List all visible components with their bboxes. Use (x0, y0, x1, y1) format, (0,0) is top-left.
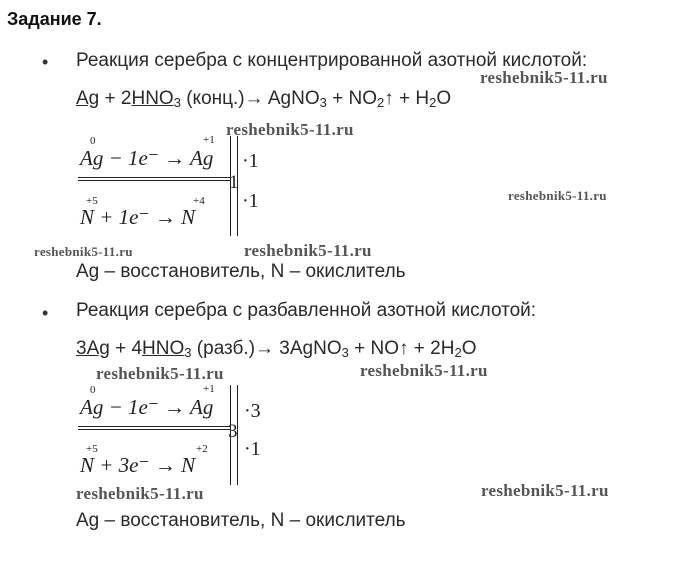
eq1-plus1: + 2 (104, 88, 132, 109)
bal2-divider-1 (78, 426, 230, 427)
watermark: reshebnik5-11.ru (226, 120, 354, 139)
watermark: reshebnik5-11.ru (96, 364, 224, 383)
eq1-reactant-ag: Ag (76, 88, 100, 109)
bullet-2: • (42, 303, 49, 323)
section-1-conclusion: Ag – восстановитель, N – окислитель (76, 261, 406, 282)
bal1-red-right: +4 (193, 195, 205, 207)
bal2-mult1: ·3 (244, 400, 261, 422)
eq2-hno3-sub: 3 (184, 345, 192, 360)
watermark: reshebnik5-11.ru (76, 484, 204, 503)
bal1-oxidation: Ag − 1e⁻ → Ag (80, 146, 214, 170)
bal1-mult1: ·1 (242, 150, 259, 172)
equation-1 (76, 88, 451, 110)
eq2-h2o-end: O (461, 338, 477, 359)
page-title: Задание 7. (7, 9, 102, 29)
eq2-hno: HNO (142, 338, 185, 359)
eq1-h2o-sub: 2 (429, 95, 437, 110)
eq1-h2o-end: O (436, 88, 452, 109)
bal1-divider-1 (78, 177, 230, 178)
bal2-oxidation: Ag − 1e⁻ → Ag (80, 395, 214, 419)
bal1-mult2: ·1 (242, 190, 259, 212)
bal2-ox-right: +1 (203, 383, 215, 395)
eq1-hno3-sub: 3 (173, 95, 181, 110)
bal1-lcm: 1 (229, 172, 239, 193)
eq2-condition: (разб.)→ 3AgNO (196, 338, 342, 359)
section-1-heading: Реакция серебра с концентрированной азотной кислотой: (76, 50, 588, 71)
watermark: reshebnik5-11.ru (480, 68, 608, 87)
eq1-agno3-sub: 3 (319, 95, 327, 110)
bal2-divider-2 (78, 429, 230, 430)
bal1-divider-2 (78, 180, 230, 181)
bal1-ox-left: 0 (90, 135, 96, 147)
equation-2 (76, 338, 476, 360)
eq1-hno: HNO (131, 88, 174, 109)
bal1-ox-right: +1 (203, 134, 215, 146)
eq1-plus2: + NO (332, 88, 377, 109)
watermark: reshebnik5-11.ru (244, 241, 372, 260)
bal2-red-left: +5 (86, 443, 98, 455)
watermark: reshebnik5-11.ru (34, 244, 133, 259)
eq1-condition: (конц.)→ AgNO (186, 88, 320, 109)
bal2-mult2: ·1 (244, 438, 261, 460)
watermark: reshebnik5-11.ru (481, 481, 609, 500)
eq2-reactant-ag: 3Ag (76, 338, 110, 359)
bal2-ox-left: 0 (90, 384, 96, 396)
bal1-red-left: +5 (86, 195, 98, 207)
eq2-plus1: + 4 (115, 338, 143, 359)
bal2-red-right: +2 (196, 443, 208, 455)
eq1-reactant-hno3 (131, 88, 180, 109)
bal2-reduction: N + 3e⁻ → N (80, 453, 196, 477)
eq1-no2-sub: 2 (377, 95, 385, 110)
bal1-reduction: N + 1e⁻ → N (80, 205, 196, 229)
watermark: reshebnik5-11.ru (508, 188, 607, 203)
eq2-agno3-sub: 3 (341, 345, 349, 360)
eq2-plus2: + NO↑ + 2H (354, 338, 455, 359)
section-2-conclusion: Ag – восстановитель, N – окислитель (76, 510, 406, 531)
eq1-arrow-plus: ↑ + H (384, 88, 430, 109)
bullet-1: • (42, 52, 49, 72)
section-2-heading: Реакция серебра с разбавленной азотной кислотой: (76, 300, 537, 321)
watermark: reshebnik5-11.ru (360, 361, 488, 380)
bal2-lcm: 3 (228, 421, 238, 442)
eq2-reactant-hno3 (142, 338, 191, 359)
eq2-h2o-sub: 2 (454, 345, 462, 360)
